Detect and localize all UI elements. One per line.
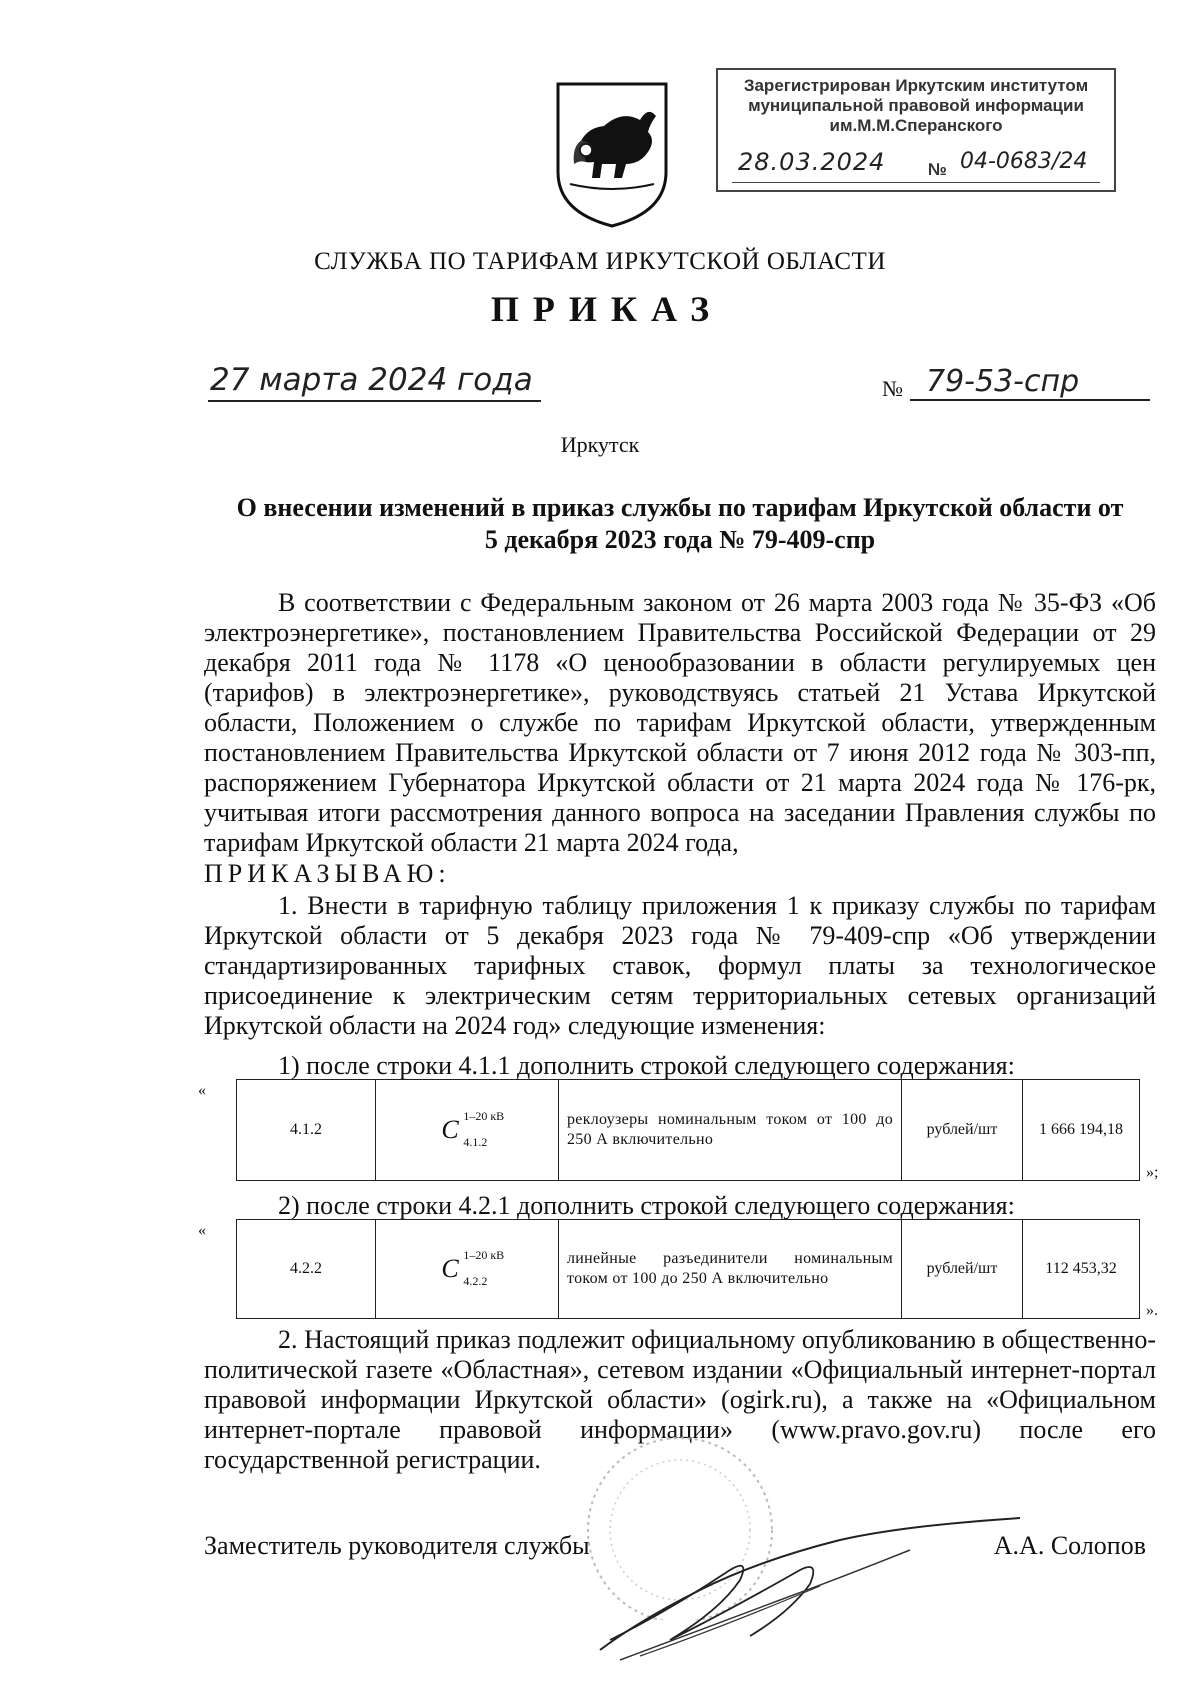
item-2-text: 2. Настоящий приказ подлежит официальному опубликованию в общественно-политической газете «Областная», сетевом издании «Официальный интернет-портал правовой информации Иркутской области» (ogirk.ru), а также на «Официальном интернет-портале правовой информации» (www.pravo.gov.ru) после его государственной регистрации. bbox=[204, 1325, 1156, 1474]
rate-symbol bbox=[441, 1109, 505, 1149]
table-1-open-quote: « bbox=[198, 1082, 206, 1099]
row-value: 1 666 194,18 bbox=[1023, 1080, 1140, 1181]
tariff-table-row-4-1-2 bbox=[236, 1079, 1140, 1181]
row-code: 4.2.2 bbox=[237, 1220, 376, 1319]
document-heading bbox=[200, 492, 1160, 556]
rate-symbol-letter: C bbox=[441, 1115, 459, 1144]
rate-subscript: 4.2.2 bbox=[463, 1274, 488, 1288]
signatory-name: А.А. Солопов bbox=[993, 1531, 1146, 1560]
order-word: ПРИКАЗЫВАЮ: bbox=[204, 859, 451, 888]
heading-line-2: 5 декабря 2023 года № 79-409-спр bbox=[484, 525, 876, 554]
row-description: линейные разъединители номинальным током от 100 до 250 А включительно bbox=[559, 1220, 902, 1319]
item-1-paragraph bbox=[204, 891, 1156, 1041]
preamble-paragraph bbox=[204, 588, 1156, 858]
row-description: реклоузеры номинальным током от 100 до 250 А включительно bbox=[559, 1080, 902, 1181]
subitem-2-text: 2) после строки 4.2.1 дополнить строкой следующего содержания: bbox=[278, 1191, 1015, 1220]
registration-stamp bbox=[716, 68, 1116, 192]
table-row bbox=[237, 1080, 1140, 1181]
row-code: 4.1.2 bbox=[237, 1080, 376, 1181]
table-2-close-quote: ». bbox=[1146, 1302, 1158, 1319]
rate-superscript: 1–20 кВ bbox=[463, 1248, 505, 1262]
handwritten-order-number: 79-53-спр bbox=[910, 364, 1150, 401]
row-value: 112 453,32 bbox=[1023, 1220, 1140, 1319]
city: Иркутск bbox=[560, 432, 640, 457]
agency-name: СЛУЖБА ПО ТАРИФАМ ИРКУТСКОЙ ОБЛАСТИ bbox=[314, 248, 886, 275]
signatory-position: Заместитель руководителя службы bbox=[204, 1531, 590, 1560]
handwritten-signature-icon bbox=[580, 1500, 1080, 1670]
stamp-underline bbox=[732, 182, 1100, 183]
stamp-line-2: муниципальной правовой информации bbox=[748, 96, 1084, 115]
row-formula bbox=[376, 1220, 559, 1319]
subitem-1-text: 1) после строки 4.1.1 дополнить строкой следующего содержания: bbox=[278, 1051, 1015, 1080]
tariff-table-row-4-2-2 bbox=[236, 1219, 1140, 1319]
stamp-number-sign: № bbox=[928, 160, 947, 179]
document-type: ПРИКАЗ bbox=[490, 289, 724, 329]
order-number-sign: № bbox=[882, 376, 903, 401]
rate-symbol bbox=[441, 1248, 505, 1288]
preamble-text: В соответствии с Федеральным законом от 26 марта 2003 года № 35-ФЗ «Об электроэнергетике», постановлением Правительства Российской Федерации от 29 декабря 2011 года № 1178 «О ценообразовании в области регулируемых цен (тарифов) в электроэнергетике», руководствуясь статьей 21 Устава Иркутской области, Положением о службе по тарифам Иркутской области, утвержденным постановлением Правительства Иркутской области от 7 июня 2012 года № 303-пп, распоряжением Губернатора Иркутской области от 21 марта 2024 года № 176-рк, учитывая итоги рассмотрения данного вопроса на заседании Правления службы по тарифам Иркутской области 21 марта 2024 года, bbox=[204, 588, 1156, 857]
table-1-close-quote: »; bbox=[1146, 1164, 1159, 1181]
irkutsk-coat-of-arms-icon bbox=[552, 80, 672, 228]
stamp-registration-row bbox=[732, 148, 1100, 184]
heading-line-1: О внесении изменений в приказ службы по тарифам Иркутской области от bbox=[236, 493, 1124, 522]
handwritten-date: 27 марта 2024 года bbox=[208, 362, 541, 402]
stamp-number: 04-0683/24 bbox=[960, 149, 1088, 174]
row-unit: рублей/шт bbox=[902, 1220, 1023, 1319]
item-1-text: 1. Внести в тарифную таблицу приложения 1 к приказу службы по тарифам Иркутской области от 5 декабря 2023 года № 79-409-спр «Об утверждении стандартизированных тарифных ставок, формул платы за технологическое присоединение к электрическим сетям территориальных сетевых организаций Иркутской области на 2024 год» следующие изменения: bbox=[204, 891, 1156, 1040]
table-2-open-quote: « bbox=[198, 1222, 206, 1239]
row-unit: рублей/шт bbox=[902, 1080, 1023, 1181]
row-formula bbox=[376, 1080, 559, 1181]
rate-symbol-letter: C bbox=[441, 1254, 459, 1283]
rate-superscript: 1–20 кВ bbox=[463, 1109, 505, 1123]
stamp-line-1: Зарегистрирован Иркутским институтом bbox=[743, 76, 1089, 95]
rate-subscript: 4.1.2 bbox=[463, 1135, 488, 1149]
stamp-date: 28.03.2024 bbox=[738, 148, 886, 176]
stamp-line-3: им.М.М.Сперанского bbox=[829, 116, 1003, 135]
table-row bbox=[237, 1220, 1140, 1319]
